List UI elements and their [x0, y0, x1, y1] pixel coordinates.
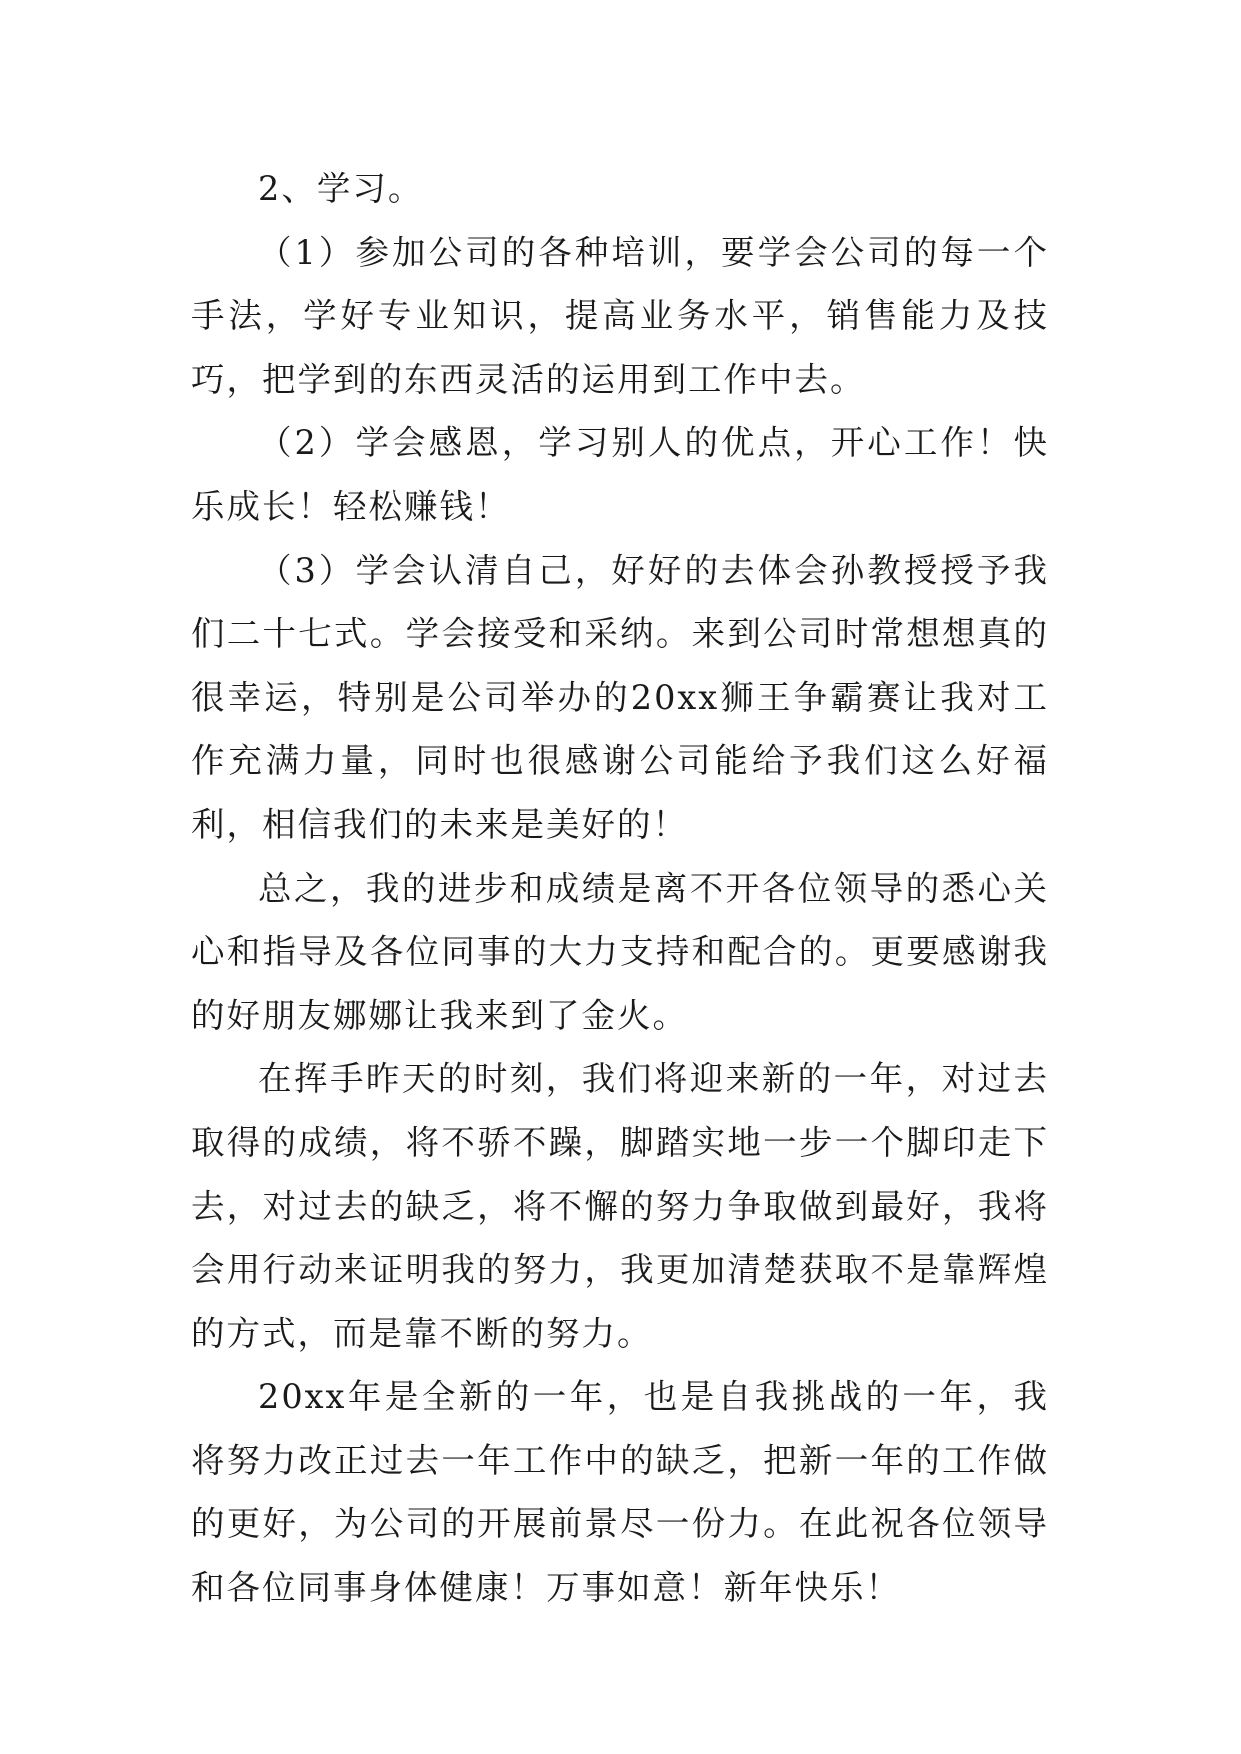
- section-heading-study: 2、学习。: [258, 169, 424, 208]
- paragraph-summary: 总之，我的进步和成绩是离不开各位领导的悉心关心和指导及各位同事的大力支持和配合的。更要感谢我的好朋友娜娜让我来到了金火。: [191, 868, 1049, 1035]
- paragraph-closing: 20xx年是全新的一年，也是自我挑战的一年，我将努力改正过去一年工作中的缺乏，把新一年的工作做的更好，为公司的开展前景尽一份力。在此祝各位领导和各位同事身体健康！万事如意！新年快乐！: [191, 1377, 1049, 1608]
- paragraph-outlook: 在挥手昨天的时刻，我们将迎来新的一年，对过去取得的成绩，将不骄不躁，脚踏实地一步一个脚印走下去，对过去的缺乏，将不懈的努力争取做到最好，我将会用行动来证明我的努力，我更加清楚获取不是靠辉煌的方式，而是靠不断的努力。: [191, 1059, 1049, 1353]
- paragraph-item-2: （2）学会感恩，学习别人的优点，开心工作！快乐成长！轻松赚钱！: [191, 423, 1049, 526]
- paragraph-item-1: （1）参加公司的各种培训，要学会公司的每一个手法，学好专业知识，提高业务水平，销售能力及技巧，把学到的东西灵活的运用到工作中去。: [191, 232, 1049, 399]
- document-body: [191, 157, 1049, 1620]
- paragraph-item-3: （3）学会认清自己，好好的去体会孙教授授予我们二十七式。学会接受和采纳。来到公司时常想想真的很幸运，特别是公司举办的20xx狮王争霸赛让我对工作充满力量，同时也很感谢公司能给予我们这么好福利，相信我们的未来是美好的！: [191, 550, 1049, 844]
